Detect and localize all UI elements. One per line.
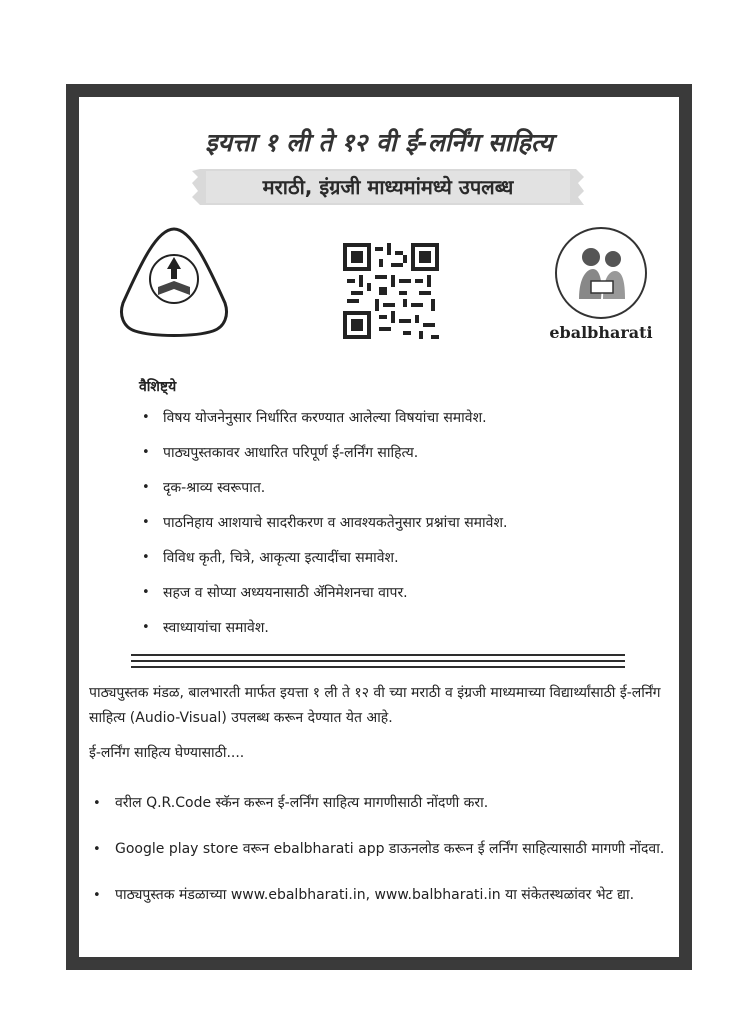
divider-line: [131, 666, 625, 668]
feature-item: • दृक-श्राव्य स्वरूपात.: [139, 477, 659, 512]
feature-item: • सहज व सोप्या अध्ययनासाठी ॲनिमेशनचा वापर.: [139, 582, 659, 617]
feature-item: • विषय योजनेनुसार निर्धारित करण्यात आलेल्या विषयांचा समावेश.: [139, 407, 659, 442]
instructions-list: [89, 787, 679, 925]
bullet: •: [93, 888, 101, 903]
flyer-frame: [66, 84, 692, 970]
bullet: •: [142, 480, 150, 495]
info-paragraph: पाठ्यपुस्तक मंडळ, बालभारती मार्फत इयत्ता १ ली ते १२ वी च्या मराठी व इंग्रजी माध्यमाच्या विद्यार्थ्यांसाठी ई-लर्निंग साहित्य (Audio-Visual) उपलब्ध करून देण्यात येत आहे.: [89, 685, 661, 726]
ebalbharati-label: ebalbharati: [549, 323, 653, 342]
divider-line: [131, 654, 625, 656]
instruction-item: • Google play store वरून ebalbharati app डाऊनलोड करून ई लर्निंग साहित्यासाठी मागणी नोंदवा.: [89, 833, 679, 866]
instruction-item: • वरील Q.R.Code स्कॅन करून ई-लर्निंग साहित्य मागणीसाठी नोंदणी करा.: [89, 787, 679, 820]
page-title: इयत्ता १ ली ते १२ वी ई-लर्निंग साहित्य: [205, 128, 553, 157]
bullet: •: [142, 445, 150, 460]
board-seal-logo: [115, 223, 233, 341]
instruction-item: • पाठ्यपुस्तक मंडळाच्या www.ebalbharati.in, www.balbharati.in या संकेतस्थळांवर भेट द्या.: [89, 879, 679, 912]
subtitle-banner: [192, 165, 584, 209]
bullet: •: [142, 515, 150, 530]
features-heading: वैशिष्ट्ये: [139, 379, 177, 395]
bullet: •: [142, 550, 150, 565]
qr-code[interactable]: [343, 243, 439, 339]
feature-item: • पाठनिहाय आशयाचे सादरीकरण व आवश्यकतेनुसार प्रश्नांचा समावेश.: [139, 512, 659, 547]
subtitle-text: मराठी, इंग्रजी माध्यमांमध्ये उपलब्ध: [262, 175, 514, 199]
feature-item: • विविध कृती, चित्रे, आकृत्या इत्यादींचा समावेश.: [139, 547, 659, 582]
divider-line: [131, 660, 625, 662]
feature-item: • स्वाध्यायांचा समावेश.: [139, 617, 659, 652]
ebalbharati-illustration: [553, 225, 649, 321]
bullet: •: [142, 585, 150, 600]
info-lead: ई-लर्निंग साहित्य घेण्यासाठी....: [89, 745, 245, 761]
features-list: [139, 407, 659, 652]
bullet: •: [93, 796, 101, 811]
bullet: •: [142, 620, 150, 635]
feature-item: • पाठ्यपुस्तकावर आधारित परिपूर्ण ई-लर्निंग साहित्य.: [139, 442, 659, 477]
bullet: •: [142, 410, 150, 425]
bullet: •: [93, 842, 101, 857]
